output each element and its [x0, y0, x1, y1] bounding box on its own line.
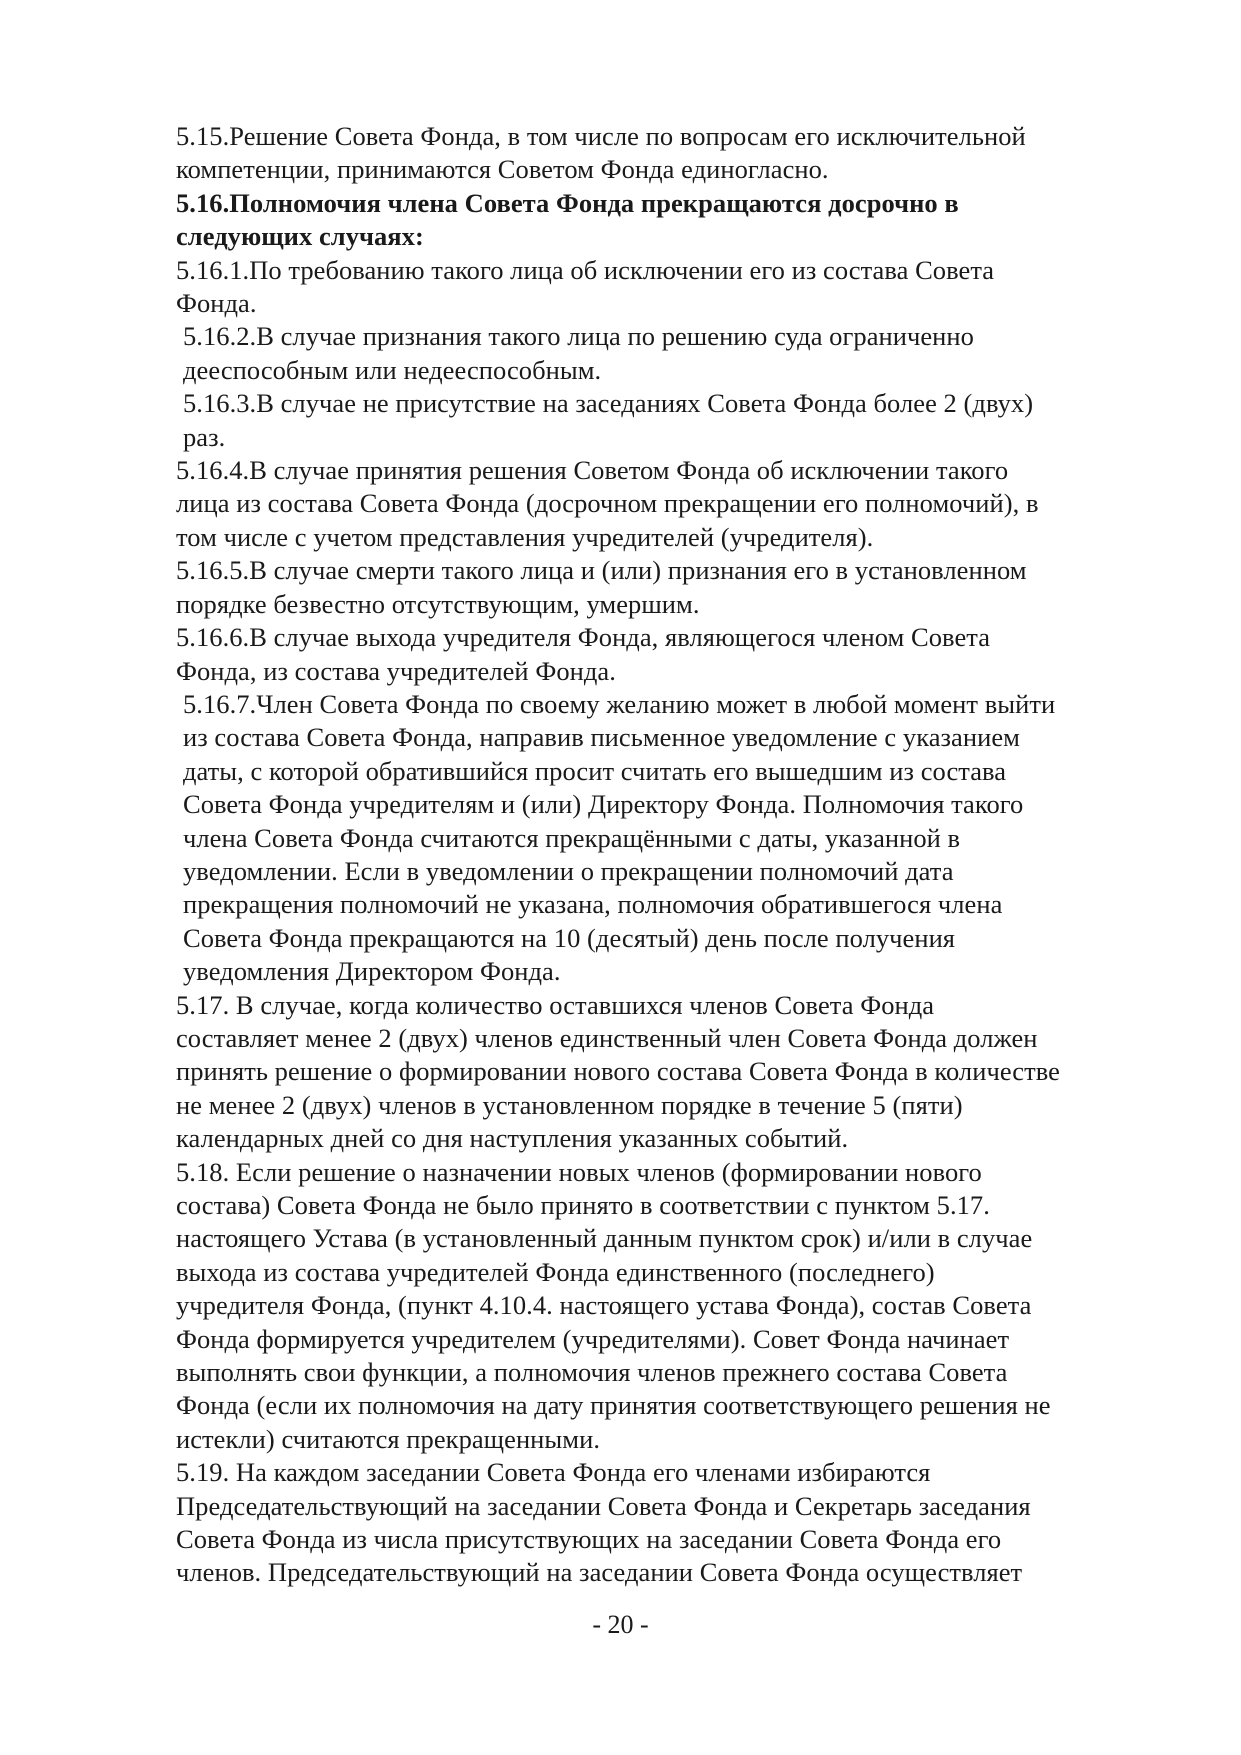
text-line: из состава Совета Фонда, направив письменное уведомление с указанием: [183, 722, 1020, 753]
paragraph-5-19: [176, 1456, 1166, 1590]
text-line: уведомления Директором Фонда.: [183, 956, 561, 987]
text-line: лица из состава Совета Фонда (досрочном прекращении его полномочий), в: [176, 488, 1039, 519]
text-line: порядке безвестно отсутствующим, умершим.: [176, 588, 700, 619]
text-line: 5.16.4.В случае принятия решения Советом Фонда об исключении такого: [176, 455, 1009, 486]
paragraph-5-16-2: [176, 320, 1166, 387]
text-line: настоящего Устава (в установленный данным пунктом срок) и/или в случае: [176, 1223, 1033, 1254]
text-line: истекли) считаются прекращенными.: [176, 1423, 600, 1454]
text-line: прекращения полномочий не указана, полномочия обратившегося члена: [183, 889, 1003, 920]
text-line: Фонда (если их полномочия на дату принятия соответствующего решения не: [176, 1390, 1051, 1421]
text-line: дееспособным или недееспособным.: [183, 354, 602, 385]
paragraph-5-16-3: [176, 387, 1166, 454]
text-line: 5.16.1.По требованию такого лица об исключении его из состава Совета: [176, 254, 995, 285]
text-line: члена Совета Фонда считаются прекращёнными с даты, указанной в: [183, 822, 961, 853]
text-line: 5.16.2.В случае признания такого лица по решению суда ограниченно: [183, 321, 974, 352]
text-line: следующих случаях:: [176, 221, 424, 252]
text-line: Фонда.: [176, 288, 257, 319]
text-line: Совета Фонда прекращаются на 10 (десятый) день после получения: [183, 922, 956, 953]
text-line: Фонда, из состава учредителей Фонда.: [176, 655, 616, 686]
text-line: раз.: [183, 421, 226, 452]
paragraph-5-18: [176, 1156, 1166, 1457]
text-line: 5.17. В случае, когда количество оставшихся членов Совета Фонда: [176, 989, 935, 1020]
text-line: принять решение о формировании нового состава Совета Фонда в количестве: [176, 1056, 1060, 1087]
text-line: 5.18. Если решение о назначении новых членов (формировании нового: [176, 1156, 982, 1187]
text-line: выхода из состава учредителей Фонда единственного (последнего): [176, 1256, 935, 1287]
text-line: 5.16.3.В случае не присутствие на заседаниях Совета Фонда более 2 (двух): [183, 388, 1034, 419]
paragraph-5-16-7: [176, 688, 1166, 989]
text-line: 5.19. На каждом заседании Совета Фонда его членами избираются: [176, 1457, 931, 1488]
text-line: 5.16.6.В случае выхода учредителя Фонда, являющегося членом Совета: [176, 622, 991, 653]
text-line: Фонда формируется учредителем (учредителями). Совет Фонда начинает: [176, 1323, 1010, 1354]
text-line: 5.16.5.В случае смерти такого лица и (или) признания его в установленном: [176, 555, 1027, 586]
text-line: 5.16.7.Член Совета Фонда по своему желанию может в любой момент выйти: [183, 688, 1056, 719]
text-line: том числе с учетом представления учредителей (учредителя).: [176, 521, 874, 552]
text-line: компетенции, принимаются Советом Фонда единогласно.: [176, 154, 829, 185]
paragraph-5-15: [176, 120, 1166, 187]
paragraph-5-16: [176, 187, 1166, 254]
paragraph-5-16-6: [176, 621, 1166, 688]
text-line: Совета Фонда из числа присутствующих на заседании Совета Фонда его: [176, 1524, 1002, 1555]
text-line: 5.16.Полномочия члена Совета Фонда прекращаются досрочно в: [176, 187, 959, 218]
text-line: учредителя Фонда, (пункт 4.10.4. настоящего устава Фонда), состав Совета: [176, 1290, 1032, 1321]
text-line: Совета Фонда учредителям и (или) Директору Фонда. Полномочия такого: [183, 789, 1024, 820]
text-line: выполнять свои функции, а полномочия членов прежнего состава Совета: [176, 1357, 1008, 1388]
text-line: не менее 2 (двух) членов в установленном порядке в течение 5 (пяти): [176, 1089, 963, 1120]
document-body: [176, 120, 1166, 1590]
text-line: календарных дней со дня наступления указанных событий.: [176, 1123, 849, 1154]
page-number: - 20 -: [592, 1610, 649, 1639]
paragraph-5-16-1: [176, 254, 1166, 321]
paragraph-5-16-5: [176, 554, 1166, 621]
paragraph-5-17: [176, 989, 1166, 1156]
text-line: Председательствующий на заседании Совета Фонда и Секретарь заседания: [176, 1490, 1031, 1521]
text-line: даты, с которой обратившийся просит считать его вышедшим из состава: [183, 755, 1007, 786]
text-line: 5.15.Решение Совета Фонда, в том числе по вопросам его исключительной: [176, 121, 1026, 151]
text-line: составляет менее 2 (двух) членов единственный член Совета Фонда должен: [176, 1022, 1038, 1053]
text-line: уведомлении. Если в уведомлении о прекращении полномочий дата: [183, 855, 954, 886]
text-line: состава) Совета Фонда не было принято в соответствии с пунктом 5.17.: [176, 1190, 990, 1220]
text-line: членов. Председательствующий на заседании Совета Фонда осуществляет: [176, 1557, 1023, 1588]
paragraph-5-16-4: [176, 454, 1166, 554]
